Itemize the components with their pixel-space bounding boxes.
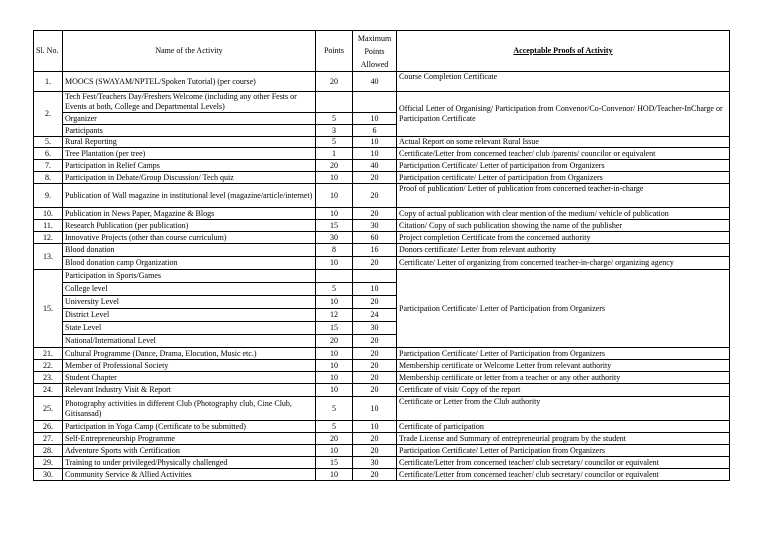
table-row xyxy=(34,232,730,244)
activity-name: Member of Professional Society xyxy=(63,360,316,372)
activity-name: Tech Fest/Teachers Day/Freshers Welcome (including any other Fests or Events at both, College and Departmental Levels) xyxy=(63,92,316,113)
proof-text: Participation certificate/ Letter of participation from Organizers xyxy=(397,172,730,184)
points-value xyxy=(316,270,353,283)
activity-name: Student Chapter xyxy=(63,372,316,384)
table-row xyxy=(34,244,730,257)
activity-points-table-container xyxy=(33,30,730,481)
points-value: 10 xyxy=(316,348,353,360)
table-row xyxy=(34,72,730,92)
row-number: 30. xyxy=(34,469,63,481)
activity-name: Adventure Sports with Certification xyxy=(63,445,316,457)
proof-text: Participation Certificate/ Letter of participation from Organizers xyxy=(397,160,730,172)
table-row xyxy=(34,372,730,384)
points-value: 5 xyxy=(316,283,353,296)
points-value: 10 xyxy=(316,384,353,397)
table-row xyxy=(34,172,730,184)
table-row xyxy=(34,348,730,360)
max-points-value: 20 xyxy=(353,433,397,445)
proof-text: Certificate of participation xyxy=(397,421,730,433)
proof-text: Trade License and Summary of entrepreneurial program by the student xyxy=(397,433,730,445)
proof-text: Participation Certificate/ Letter of Participation from Organizers xyxy=(397,445,730,457)
activity-name: Publication of Wall magazine in institutional level (magazine/article/internet) xyxy=(63,184,316,208)
points-value: 30 xyxy=(316,232,353,244)
proof-text: Course Completion Certificate xyxy=(397,72,730,92)
proof-text: Participation Certificate/ Letter of Participation from Organizers xyxy=(397,348,730,360)
activity-name: Cultural Programme (Dance, Drama, Elocution, Music etc.) xyxy=(63,348,316,360)
table-row xyxy=(34,397,730,421)
row-number: 28. xyxy=(34,445,63,457)
max-points-value: 6 xyxy=(353,125,397,137)
table-row xyxy=(34,148,730,160)
table-row xyxy=(34,137,730,148)
points-value: 12 xyxy=(316,309,353,322)
activity-name: Participation in Yoga Camp (Certificate to be submitted) xyxy=(63,421,316,433)
table-row xyxy=(34,433,730,445)
max-points-value: 10 xyxy=(353,137,397,148)
row-number: 8. xyxy=(34,172,63,184)
table-row xyxy=(34,160,730,172)
proof-text: Membership certificate or letter from a teacher or any other authority xyxy=(397,372,730,384)
max-points-value: 30 xyxy=(353,322,397,335)
activity-name: Innovative Projects (other than course curriculum) xyxy=(63,232,316,244)
activity-name: Participants xyxy=(63,125,316,137)
header-sl-no: Sl. No. xyxy=(34,31,63,72)
activity-name: College level xyxy=(63,283,316,296)
points-value: 15 xyxy=(316,220,353,232)
max-points-value: 20 xyxy=(353,335,397,348)
row-number: 10. xyxy=(34,208,63,220)
points-value: 20 xyxy=(316,433,353,445)
max-points-value: 20 xyxy=(353,172,397,184)
header-row xyxy=(34,31,730,72)
table-row xyxy=(34,220,730,232)
row-number: 2. xyxy=(34,92,63,137)
activity-name: University Level xyxy=(63,296,316,309)
table-row xyxy=(34,457,730,469)
points-value: 10 xyxy=(316,360,353,372)
max-points-value: 60 xyxy=(353,232,397,244)
activity-name: Participation in Sports/Games xyxy=(63,270,316,283)
proof-text: Proof of publication/ Letter of publication from concerned teacher-in-charge xyxy=(397,184,730,208)
row-number: 23. xyxy=(34,372,63,384)
activity-name: Training to under privileged/Physically challenged xyxy=(63,457,316,469)
row-number: 6. xyxy=(34,148,63,160)
proof-text: Copy of actual publication with clear mention of the medium/ vehicle of publication xyxy=(397,208,730,220)
header-activity-name: Name of the Activity xyxy=(63,31,316,72)
activity-name: Rural Reporting xyxy=(63,137,316,148)
points-value: 10 xyxy=(316,372,353,384)
activity-name: Participation in Debate/Group Discussion/ Tech quiz xyxy=(63,172,316,184)
row-number: 12. xyxy=(34,232,63,244)
points-value xyxy=(316,92,353,113)
table-row xyxy=(34,184,730,208)
activity-name: District Level xyxy=(63,309,316,322)
max-points-value: 20 xyxy=(353,257,397,270)
points-value: 20 xyxy=(316,72,353,92)
max-points-value: 20 xyxy=(353,360,397,372)
proof-text: Official Letter of Organising/ Participation from Convenor/Co-Convenor/ HOD/Teacher-InCharge or Participation Certificate xyxy=(397,92,730,137)
table-row xyxy=(34,360,730,372)
points-value: 15 xyxy=(316,457,353,469)
table-row xyxy=(34,384,730,397)
row-number: 9. xyxy=(34,184,63,208)
row-number: 29. xyxy=(34,457,63,469)
table-row xyxy=(34,270,730,283)
max-points-value: 16 xyxy=(353,244,397,257)
proof-text: Certificate/Letter from concerned teacher/ club secretary/ councilor or equivalent xyxy=(397,469,730,481)
row-number: 24. xyxy=(34,384,63,397)
row-number: 25. xyxy=(34,397,63,421)
header-points: Points xyxy=(316,31,353,72)
proof-text: Certificate/Letter from concerned teacher/ club /parents/ councilor or equivalent xyxy=(397,148,730,160)
max-points-value: 20 xyxy=(353,184,397,208)
row-number: 15. xyxy=(34,270,63,348)
points-value: 5 xyxy=(316,421,353,433)
row-number: 13. xyxy=(34,244,63,270)
points-value: 5 xyxy=(316,397,353,421)
max-points-value: 10 xyxy=(353,148,397,160)
table-row xyxy=(34,257,730,270)
max-points-value: 20 xyxy=(353,384,397,397)
activity-name: Community Service & Allied Activities xyxy=(63,469,316,481)
proof-text: Certificate or Letter from the Club authority xyxy=(397,397,730,421)
max-points-value: 20 xyxy=(353,208,397,220)
header-max-points: Maximum Points Allowed xyxy=(353,31,397,72)
row-number: 26. xyxy=(34,421,63,433)
activity-name: Self-Entrepreneurship Programme xyxy=(63,433,316,445)
header-acceptable-proofs: Acceptable Proofs of Activity xyxy=(397,31,730,72)
max-points-value: 20 xyxy=(353,469,397,481)
points-value: 1 xyxy=(316,148,353,160)
activity-name: Blood donation xyxy=(63,244,316,257)
row-number: 11. xyxy=(34,220,63,232)
activity-name: Organizer xyxy=(63,113,316,125)
proof-text: Membership certificate or Welcome Letter from relevant authority xyxy=(397,360,730,372)
points-value: 10 xyxy=(316,445,353,457)
points-value: 20 xyxy=(316,335,353,348)
max-points-value xyxy=(353,92,397,113)
proof-text: Certificate of visit/ Copy of the report xyxy=(397,384,730,397)
activity-name: Tree Plantation (per tree) xyxy=(63,148,316,160)
max-points-value: 30 xyxy=(353,457,397,469)
max-points-value: 20 xyxy=(353,445,397,457)
table-row xyxy=(34,445,730,457)
proof-text: Certificate/ Letter of organizing from concerned teacher-in-charge/ organizing agency xyxy=(397,257,730,270)
max-points-value: 10 xyxy=(353,113,397,125)
table-row xyxy=(34,208,730,220)
max-points-value: 40 xyxy=(353,160,397,172)
activity-name: Publication in News Paper, Magazine & Blogs xyxy=(63,208,316,220)
points-value: 10 xyxy=(316,184,353,208)
max-points-value: 20 xyxy=(353,372,397,384)
activity-name: MOOCS (SWAYAM/NPTEL/Spoken Tutorial) (per course) xyxy=(63,72,316,92)
activity-name: Participation in Relief Camps xyxy=(63,160,316,172)
proof-text: Participation Certificate/ Letter of Participation from Organizers xyxy=(397,270,730,348)
max-points-value: 20 xyxy=(353,296,397,309)
max-points-value: 20 xyxy=(353,348,397,360)
proof-text: Donors certificate/ Letter from relevant authority xyxy=(397,244,730,257)
proof-text: Certificate/Letter from concerned teacher/ club secretary/ councilor or equivalent xyxy=(397,457,730,469)
table-row xyxy=(34,421,730,433)
max-points-value: 10 xyxy=(353,421,397,433)
max-points-value: 10 xyxy=(353,397,397,421)
row-number: 7. xyxy=(34,160,63,172)
points-value: 3 xyxy=(316,125,353,137)
table-row xyxy=(34,92,730,113)
table-row xyxy=(34,469,730,481)
activity-name: National/International Level xyxy=(63,335,316,348)
row-number: 5. xyxy=(34,137,63,148)
activity-points-table xyxy=(33,30,730,481)
points-value: 10 xyxy=(316,296,353,309)
activity-name: Relevant Industry Visit & Report xyxy=(63,384,316,397)
points-value: 8 xyxy=(316,244,353,257)
points-value: 10 xyxy=(316,469,353,481)
points-value: 20 xyxy=(316,160,353,172)
proof-text: Citation/ Copy of such publication showing the name of the publisher xyxy=(397,220,730,232)
points-value: 10 xyxy=(316,208,353,220)
row-number: 1. xyxy=(34,72,63,92)
max-points-value: 40 xyxy=(353,72,397,92)
points-value: 10 xyxy=(316,172,353,184)
max-points-value xyxy=(353,270,397,283)
max-points-value: 30 xyxy=(353,220,397,232)
activity-name: Blood donation camp Organization xyxy=(63,257,316,270)
activity-name: Research Publication (per publication) xyxy=(63,220,316,232)
row-number: 22. xyxy=(34,360,63,372)
points-value: 15 xyxy=(316,322,353,335)
row-number: 21. xyxy=(34,348,63,360)
points-value: 10 xyxy=(316,257,353,270)
max-points-value: 24 xyxy=(353,309,397,322)
points-value: 5 xyxy=(316,137,353,148)
proof-text: Actual Report on some relevant Rural Issue xyxy=(397,137,730,148)
activity-name: Photography activities in different Club (Photography club, Cine Club, Gitisansad) xyxy=(63,397,316,421)
max-points-value: 10 xyxy=(353,283,397,296)
activity-name: State Level xyxy=(63,322,316,335)
row-number: 27. xyxy=(34,433,63,445)
points-value: 5 xyxy=(316,113,353,125)
proof-text: Project completion Certificate from the concerned authority xyxy=(397,232,730,244)
